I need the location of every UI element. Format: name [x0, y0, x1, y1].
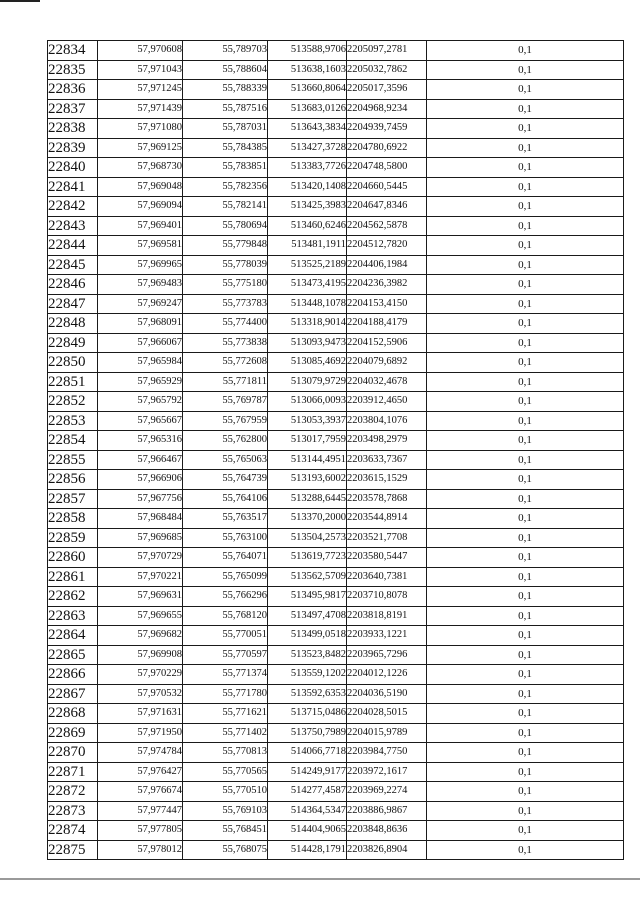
accuracy-cell: 0,1 [427, 119, 624, 139]
x-coordinate-cell: 513066,0093 [268, 392, 347, 412]
point-number-cell: 22834 [48, 41, 98, 61]
longitude-cell: 55,765099 [183, 567, 268, 587]
x-coordinate-cell: 514249,9177 [268, 762, 347, 782]
y-coordinate-cell: 2205017,3596 [347, 80, 427, 100]
x-coordinate-cell: 513660,8064 [268, 80, 347, 100]
point-number-cell: 22873 [48, 801, 98, 821]
latitude-cell: 57,969685 [98, 528, 183, 548]
table-row [48, 197, 624, 217]
accuracy-cell: 0,1 [427, 587, 624, 607]
longitude-cell: 55,770510 [183, 782, 268, 802]
accuracy-cell: 0,1 [427, 411, 624, 431]
x-coordinate-cell: 513619,7723 [268, 548, 347, 568]
accuracy-cell: 0,1 [427, 255, 624, 275]
table-row [48, 743, 624, 763]
accuracy-cell: 0,1 [427, 372, 624, 392]
point-number-cell: 22867 [48, 684, 98, 704]
point-number-cell: 22838 [48, 119, 98, 139]
accuracy-cell: 0,1 [427, 684, 624, 704]
y-coordinate-cell: 2203912,4650 [347, 392, 427, 412]
x-coordinate-cell: 513643,3834 [268, 119, 347, 139]
y-coordinate-cell: 2204647,8346 [347, 197, 427, 217]
y-coordinate-cell: 2204780,6922 [347, 138, 427, 158]
accuracy-cell: 0,1 [427, 548, 624, 568]
longitude-cell: 55,787031 [183, 119, 268, 139]
latitude-cell: 57,966067 [98, 333, 183, 353]
x-coordinate-cell: 513588,9706 [268, 41, 347, 61]
longitude-cell: 55,775180 [183, 275, 268, 295]
x-coordinate-cell: 513427,3728 [268, 138, 347, 158]
accuracy-cell: 0,1 [427, 80, 624, 100]
table-row [48, 665, 624, 685]
table-row [48, 762, 624, 782]
table-row [48, 801, 624, 821]
y-coordinate-cell: 2204153,4150 [347, 294, 427, 314]
x-coordinate-cell: 513592,6353 [268, 684, 347, 704]
x-coordinate-cell: 514404,9065 [268, 821, 347, 841]
point-number-cell: 22853 [48, 411, 98, 431]
latitude-cell: 57,969655 [98, 606, 183, 626]
table-row [48, 723, 624, 743]
point-number-cell: 22864 [48, 626, 98, 646]
y-coordinate-cell: 2204748,5800 [347, 158, 427, 178]
point-number-cell: 22841 [48, 177, 98, 197]
table-row [48, 587, 624, 607]
longitude-cell: 55,787516 [183, 99, 268, 119]
accuracy-cell: 0,1 [427, 138, 624, 158]
accuracy-cell: 0,1 [427, 236, 624, 256]
latitude-cell: 57,971080 [98, 119, 183, 139]
accuracy-cell: 0,1 [427, 294, 624, 314]
longitude-cell: 55,764071 [183, 548, 268, 568]
x-coordinate-cell: 513448,1078 [268, 294, 347, 314]
table-row [48, 684, 624, 704]
latitude-cell: 57,970221 [98, 567, 183, 587]
longitude-cell: 55,771811 [183, 372, 268, 392]
accuracy-cell: 0,1 [427, 431, 624, 451]
point-number-cell: 22849 [48, 333, 98, 353]
longitude-cell: 55,771621 [183, 704, 268, 724]
longitude-cell: 55,773838 [183, 333, 268, 353]
point-number-cell: 22843 [48, 216, 98, 236]
y-coordinate-cell: 2204188,4179 [347, 314, 427, 334]
x-coordinate-cell: 513499,0518 [268, 626, 347, 646]
accuracy-cell: 0,1 [427, 645, 624, 665]
table-row [48, 840, 624, 860]
table-row [48, 528, 624, 548]
latitude-cell: 57,977447 [98, 801, 183, 821]
longitude-cell: 55,768451 [183, 821, 268, 841]
y-coordinate-cell: 2204079,6892 [347, 353, 427, 373]
accuracy-cell: 0,1 [427, 704, 624, 724]
point-number-cell: 22845 [48, 255, 98, 275]
y-coordinate-cell: 2204032,4678 [347, 372, 427, 392]
table-row [48, 645, 624, 665]
top-edge-rule [0, 0, 40, 2]
latitude-cell: 57,971950 [98, 723, 183, 743]
x-coordinate-cell: 513460,6246 [268, 216, 347, 236]
latitude-cell: 57,971043 [98, 60, 183, 80]
table-row [48, 509, 624, 529]
y-coordinate-cell: 2203984,7750 [347, 743, 427, 763]
longitude-cell: 55,766296 [183, 587, 268, 607]
x-coordinate-cell: 514066,7718 [268, 743, 347, 763]
point-number-cell: 22857 [48, 489, 98, 509]
point-number-cell: 22835 [48, 60, 98, 80]
y-coordinate-cell: 2203640,7381 [347, 567, 427, 587]
longitude-cell: 55,782356 [183, 177, 268, 197]
y-coordinate-cell: 2205032,7862 [347, 60, 427, 80]
latitude-cell: 57,971439 [98, 99, 183, 119]
accuracy-cell: 0,1 [427, 392, 624, 412]
latitude-cell: 57,970608 [98, 41, 183, 61]
x-coordinate-cell: 513495,9817 [268, 587, 347, 607]
x-coordinate-cell: 513085,4692 [268, 353, 347, 373]
latitude-cell: 57,969048 [98, 177, 183, 197]
accuracy-cell: 0,1 [427, 782, 624, 802]
accuracy-cell: 0,1 [427, 665, 624, 685]
table-row [48, 216, 624, 236]
table-row [48, 704, 624, 724]
point-number-cell: 22856 [48, 470, 98, 490]
point-number-cell: 22855 [48, 450, 98, 470]
latitude-cell: 57,969631 [98, 587, 183, 607]
y-coordinate-cell: 2204036,5190 [347, 684, 427, 704]
latitude-cell: 57,974784 [98, 743, 183, 763]
x-coordinate-cell: 513383,7726 [268, 158, 347, 178]
point-number-cell: 22844 [48, 236, 98, 256]
accuracy-cell: 0,1 [427, 314, 624, 334]
longitude-cell: 55,768075 [183, 840, 268, 860]
longitude-cell: 55,778039 [183, 255, 268, 275]
x-coordinate-cell: 513144,4951 [268, 450, 347, 470]
longitude-cell: 55,763100 [183, 528, 268, 548]
y-coordinate-cell: 2204236,3982 [347, 275, 427, 295]
latitude-cell: 57,971245 [98, 80, 183, 100]
point-number-cell: 22869 [48, 723, 98, 743]
latitude-cell: 57,976674 [98, 782, 183, 802]
latitude-cell: 57,976427 [98, 762, 183, 782]
y-coordinate-cell: 2204939,7459 [347, 119, 427, 139]
y-coordinate-cell: 2203848,8636 [347, 821, 427, 841]
accuracy-cell: 0,1 [427, 177, 624, 197]
x-coordinate-cell: 514364,5347 [268, 801, 347, 821]
x-coordinate-cell: 513683,0126 [268, 99, 347, 119]
x-coordinate-cell: 513504,2573 [268, 528, 347, 548]
y-coordinate-cell: 2203710,8078 [347, 587, 427, 607]
accuracy-cell: 0,1 [427, 743, 624, 763]
point-number-cell: 22851 [48, 372, 98, 392]
table-row [48, 255, 624, 275]
latitude-cell: 57,969581 [98, 236, 183, 256]
longitude-cell: 55,771374 [183, 665, 268, 685]
y-coordinate-cell: 2203804,1076 [347, 411, 427, 431]
table-row [48, 489, 624, 509]
table-row [48, 626, 624, 646]
point-number-cell: 22840 [48, 158, 98, 178]
accuracy-cell: 0,1 [427, 821, 624, 841]
point-number-cell: 22837 [48, 99, 98, 119]
latitude-cell: 57,965316 [98, 431, 183, 451]
y-coordinate-cell: 2203933,1221 [347, 626, 427, 646]
x-coordinate-cell: 513370,2000 [268, 509, 347, 529]
coordinates-table [47, 40, 624, 860]
x-coordinate-cell: 514428,1791 [268, 840, 347, 860]
accuracy-cell: 0,1 [427, 762, 624, 782]
table-row [48, 314, 624, 334]
longitude-cell: 55,784385 [183, 138, 268, 158]
x-coordinate-cell: 513562,5709 [268, 567, 347, 587]
point-number-cell: 22859 [48, 528, 98, 548]
table-row [48, 177, 624, 197]
x-coordinate-cell: 513473,4195 [268, 275, 347, 295]
latitude-cell: 57,965792 [98, 392, 183, 412]
y-coordinate-cell: 2204512,7820 [347, 236, 427, 256]
table-row [48, 782, 624, 802]
longitude-cell: 55,770051 [183, 626, 268, 646]
latitude-cell: 57,968091 [98, 314, 183, 334]
point-number-cell: 22846 [48, 275, 98, 295]
latitude-cell: 57,969401 [98, 216, 183, 236]
latitude-cell: 57,970532 [98, 684, 183, 704]
table-row [48, 411, 624, 431]
latitude-cell: 57,968484 [98, 509, 183, 529]
longitude-cell: 55,779848 [183, 236, 268, 256]
latitude-cell: 57,967756 [98, 489, 183, 509]
latitude-cell: 57,977805 [98, 821, 183, 841]
longitude-cell: 55,767959 [183, 411, 268, 431]
accuracy-cell: 0,1 [427, 158, 624, 178]
x-coordinate-cell: 513750,7989 [268, 723, 347, 743]
longitude-cell: 55,783851 [183, 158, 268, 178]
point-number-cell: 22839 [48, 138, 98, 158]
accuracy-cell: 0,1 [427, 528, 624, 548]
accuracy-cell: 0,1 [427, 626, 624, 646]
latitude-cell: 57,966906 [98, 470, 183, 490]
table-row [48, 431, 624, 451]
latitude-cell: 57,969483 [98, 275, 183, 295]
longitude-cell: 55,772608 [183, 353, 268, 373]
table-row [48, 606, 624, 626]
latitude-cell: 57,965929 [98, 372, 183, 392]
y-coordinate-cell: 2204012,1226 [347, 665, 427, 685]
table-row [48, 138, 624, 158]
longitude-cell: 55,763517 [183, 509, 268, 529]
point-number-cell: 22863 [48, 606, 98, 626]
longitude-cell: 55,770813 [183, 743, 268, 763]
x-coordinate-cell: 513079,9729 [268, 372, 347, 392]
x-coordinate-cell: 513497,4708 [268, 606, 347, 626]
table-row [48, 548, 624, 568]
point-number-cell: 22852 [48, 392, 98, 412]
table-row [48, 470, 624, 490]
longitude-cell: 55,769787 [183, 392, 268, 412]
y-coordinate-cell: 2204406,1984 [347, 255, 427, 275]
longitude-cell: 55,774400 [183, 314, 268, 334]
longitude-cell: 55,764739 [183, 470, 268, 490]
latitude-cell: 57,969094 [98, 197, 183, 217]
point-number-cell: 22850 [48, 353, 98, 373]
point-number-cell: 22868 [48, 704, 98, 724]
x-coordinate-cell: 513053,3937 [268, 411, 347, 431]
y-coordinate-cell: 2203498,2979 [347, 431, 427, 451]
y-coordinate-cell: 2203965,7296 [347, 645, 427, 665]
y-coordinate-cell: 2204562,5878 [347, 216, 427, 236]
latitude-cell: 57,978012 [98, 840, 183, 860]
y-coordinate-cell: 2205097,2781 [347, 41, 427, 61]
longitude-cell: 55,771402 [183, 723, 268, 743]
table-row [48, 158, 624, 178]
longitude-cell: 55,788604 [183, 60, 268, 80]
longitude-cell: 55,764106 [183, 489, 268, 509]
longitude-cell: 55,769103 [183, 801, 268, 821]
point-number-cell: 22866 [48, 665, 98, 685]
table-row [48, 99, 624, 119]
longitude-cell: 55,765063 [183, 450, 268, 470]
accuracy-cell: 0,1 [427, 567, 624, 587]
accuracy-cell: 0,1 [427, 275, 624, 295]
y-coordinate-cell: 2203521,7708 [347, 528, 427, 548]
longitude-cell: 55,780694 [183, 216, 268, 236]
accuracy-cell: 0,1 [427, 353, 624, 373]
accuracy-cell: 0,1 [427, 99, 624, 119]
longitude-cell: 55,770565 [183, 762, 268, 782]
longitude-cell: 55,770597 [183, 645, 268, 665]
point-number-cell: 22862 [48, 587, 98, 607]
y-coordinate-cell: 2204028,5015 [347, 704, 427, 724]
point-number-cell: 22875 [48, 840, 98, 860]
point-number-cell: 22836 [48, 80, 98, 100]
x-coordinate-cell: 513318,9014 [268, 314, 347, 334]
latitude-cell: 57,965984 [98, 353, 183, 373]
y-coordinate-cell: 2203615,1529 [347, 470, 427, 490]
accuracy-cell: 0,1 [427, 216, 624, 236]
point-number-cell: 22854 [48, 431, 98, 451]
x-coordinate-cell: 513715,0486 [268, 704, 347, 724]
latitude-cell: 57,969965 [98, 255, 183, 275]
point-number-cell: 22860 [48, 548, 98, 568]
latitude-cell: 57,969125 [98, 138, 183, 158]
x-coordinate-cell: 513481,1911 [268, 236, 347, 256]
table-row [48, 294, 624, 314]
coordinates-table-body [48, 41, 624, 860]
table-row [48, 80, 624, 100]
table-row [48, 392, 624, 412]
latitude-cell: 57,971631 [98, 704, 183, 724]
x-coordinate-cell: 513638,1603 [268, 60, 347, 80]
point-number-cell: 22871 [48, 762, 98, 782]
longitude-cell: 55,771780 [183, 684, 268, 704]
x-coordinate-cell: 513425,3983 [268, 197, 347, 217]
longitude-cell: 55,773783 [183, 294, 268, 314]
point-number-cell: 22861 [48, 567, 98, 587]
longitude-cell: 55,789703 [183, 41, 268, 61]
accuracy-cell: 0,1 [427, 41, 624, 61]
y-coordinate-cell: 2204152,5906 [347, 333, 427, 353]
x-coordinate-cell: 514277,4587 [268, 782, 347, 802]
longitude-cell: 55,768120 [183, 606, 268, 626]
point-number-cell: 22847 [48, 294, 98, 314]
y-coordinate-cell: 2203818,8191 [347, 606, 427, 626]
bottom-edge-rule [0, 878, 640, 880]
x-coordinate-cell: 513093,9473 [268, 333, 347, 353]
point-number-cell: 22865 [48, 645, 98, 665]
y-coordinate-cell: 2204968,9234 [347, 99, 427, 119]
point-number-cell: 22872 [48, 782, 98, 802]
table-row [48, 60, 624, 80]
y-coordinate-cell: 2203580,5447 [347, 548, 427, 568]
y-coordinate-cell: 2203544,8914 [347, 509, 427, 529]
latitude-cell: 57,970729 [98, 548, 183, 568]
y-coordinate-cell: 2204015,9789 [347, 723, 427, 743]
y-coordinate-cell: 2203578,7868 [347, 489, 427, 509]
latitude-cell: 57,969682 [98, 626, 183, 646]
y-coordinate-cell: 2204660,5445 [347, 177, 427, 197]
longitude-cell: 55,788339 [183, 80, 268, 100]
table-row [48, 353, 624, 373]
longitude-cell: 55,762800 [183, 431, 268, 451]
y-coordinate-cell: 2203969,2274 [347, 782, 427, 802]
table-row [48, 275, 624, 295]
y-coordinate-cell: 2203972,1617 [347, 762, 427, 782]
accuracy-cell: 0,1 [427, 60, 624, 80]
table-row [48, 333, 624, 353]
table-row [48, 450, 624, 470]
latitude-cell: 57,970229 [98, 665, 183, 685]
y-coordinate-cell: 2203886,9867 [347, 801, 427, 821]
accuracy-cell: 0,1 [427, 470, 624, 490]
x-coordinate-cell: 513559,1202 [268, 665, 347, 685]
table-row [48, 119, 624, 139]
accuracy-cell: 0,1 [427, 606, 624, 626]
x-coordinate-cell: 513288,6445 [268, 489, 347, 509]
x-coordinate-cell: 513193,6002 [268, 470, 347, 490]
table-row [48, 821, 624, 841]
point-number-cell: 22842 [48, 197, 98, 217]
point-number-cell: 22874 [48, 821, 98, 841]
x-coordinate-cell: 513017,7959 [268, 431, 347, 451]
table-row [48, 372, 624, 392]
accuracy-cell: 0,1 [427, 723, 624, 743]
latitude-cell: 57,965667 [98, 411, 183, 431]
latitude-cell: 57,969247 [98, 294, 183, 314]
y-coordinate-cell: 2203826,8904 [347, 840, 427, 860]
y-coordinate-cell: 2203633,7367 [347, 450, 427, 470]
longitude-cell: 55,782141 [183, 197, 268, 217]
accuracy-cell: 0,1 [427, 197, 624, 217]
x-coordinate-cell: 513523,8482 [268, 645, 347, 665]
accuracy-cell: 0,1 [427, 333, 624, 353]
table-row [48, 236, 624, 256]
accuracy-cell: 0,1 [427, 840, 624, 860]
point-number-cell: 22848 [48, 314, 98, 334]
accuracy-cell: 0,1 [427, 450, 624, 470]
accuracy-cell: 0,1 [427, 489, 624, 509]
latitude-cell: 57,968730 [98, 158, 183, 178]
x-coordinate-cell: 513525,2189 [268, 255, 347, 275]
table-row [48, 567, 624, 587]
accuracy-cell: 0,1 [427, 801, 624, 821]
table-row [48, 41, 624, 61]
x-coordinate-cell: 513420,1408 [268, 177, 347, 197]
point-number-cell: 22870 [48, 743, 98, 763]
accuracy-cell: 0,1 [427, 509, 624, 529]
latitude-cell: 57,966467 [98, 450, 183, 470]
latitude-cell: 57,969908 [98, 645, 183, 665]
point-number-cell: 22858 [48, 509, 98, 529]
